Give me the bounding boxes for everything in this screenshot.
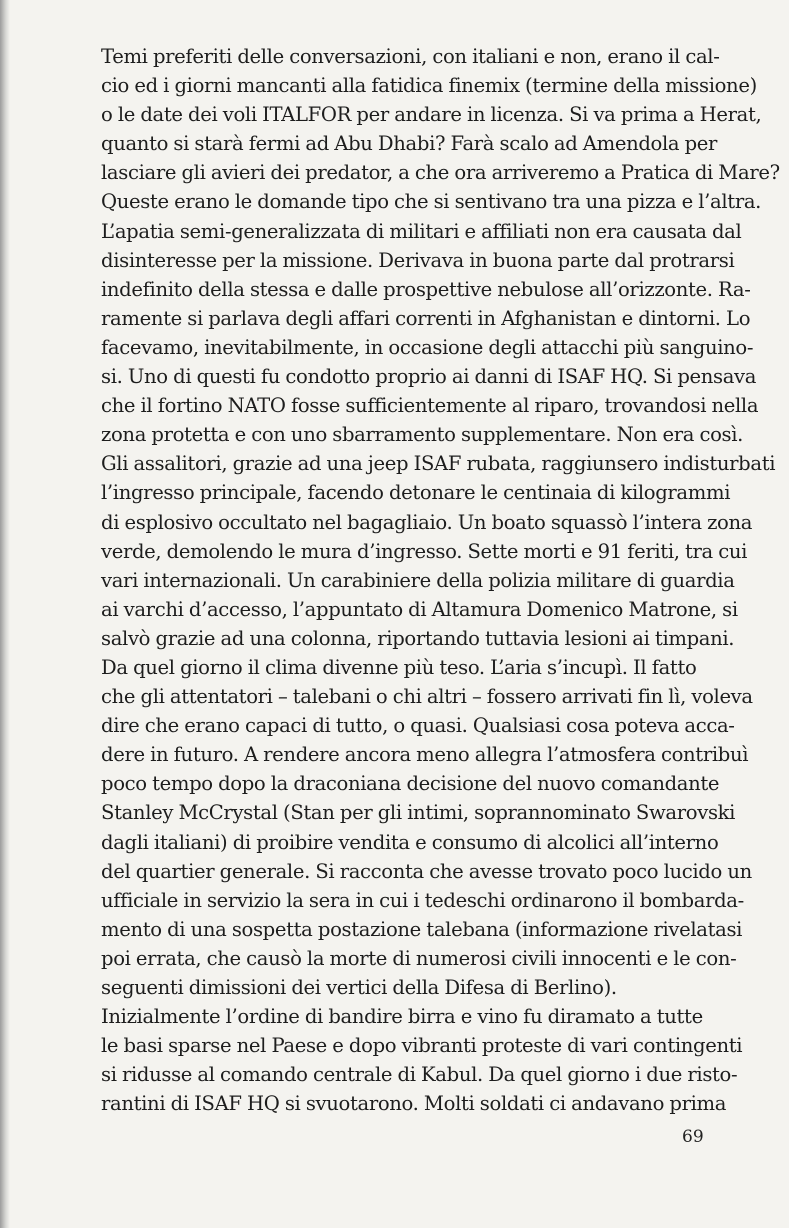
text-line: quanto si starà fermi ad Abu Dhabi? Farà scalo ad Amendola per	[101, 132, 718, 156]
text-line: o le date dei voli ITALFOR per andare in licenza. Si va prima a Herat,	[101, 103, 762, 127]
text-line: lasciare gli avieri dei predator, a che ora arriveremo a Pratica di Mare?	[101, 161, 780, 185]
text-line: Queste erano le domande tipo che si sentivano tra una pizza e l’altra.	[101, 190, 762, 214]
paragraph-3	[67, 1002, 743, 1118]
text-line: ramente si parlava degli affari correnti in Afghanistan e dintorni. Lo	[101, 306, 751, 330]
text-line: rantini di ISAF HQ si svuotarono. Molti soldati ci andavano prima	[101, 1092, 727, 1116]
text-line: vari internazionali. Un carabiniere della polizia militare di guardia	[101, 568, 735, 592]
text-line: facevamo, inevitabilmente, in occasione degli attacchi più sanguino-	[101, 335, 754, 359]
text-line: dire che erano capaci di tutto, o quasi. Qualsiasi cosa poteva acca-	[101, 714, 735, 738]
text-line: di esplosivo occultato nel bagagliaio. Un boato squassò l’intera zona	[101, 510, 753, 534]
text-line: zona protetta e con uno sbarramento supplementare. Non era così.	[101, 423, 744, 447]
text-line: Da quel giorno il clima divenne più teso. L’aria s’incupì. Il fatto	[101, 655, 697, 679]
text-line: che il fortino NATO fosse sufficientemente al riparo, trovandosi nella	[101, 394, 759, 418]
text-line: le basi sparse nel Paese e dopo vibranti proteste di vari contingenti	[101, 1034, 743, 1058]
paragraph-2	[67, 653, 753, 1002]
text-line: verde, demolendo le mura d’ingresso. Sette morti e 91 feriti, tra cui	[101, 539, 748, 563]
text-line: che gli attentatori – talebani o chi altri – fossero arrivati fin lì, voleva	[101, 685, 753, 709]
text-line: Inizialmente l’ordine di bandire birra e vino fu diramato a tutte	[101, 1005, 703, 1029]
text-line: Gli assalitori, grazie ad una jeep ISAF rubata, raggiunsero indisturbati	[101, 452, 776, 476]
text-line: indefinito della stessa e dalle prospettive nebulose all’orizzonte. Ra-	[101, 277, 751, 301]
text-line: del quartier generale. Si racconta che avesse trovato poco lucido un	[101, 859, 752, 883]
text-line: cio ed i giorni mancanti alla fatidica finemix (termine della missione)	[101, 74, 757, 98]
text-line: L’apatia semi-generalizzata di militari e affiliati non era causata dal	[101, 219, 742, 243]
text-line: si ridusse al comando centrale di Kabul. Da quel giorno i due risto-	[101, 1063, 738, 1087]
text-line: mento di una sospetta postazione talebana (informazione rivelatasi	[101, 917, 743, 941]
text-line: ai varchi d’accesso, l’appuntato di Altamura Domenico Matrone, si	[101, 597, 738, 621]
page-binding-shadow	[0, 0, 10, 1228]
text-line: dagli italiani) di proibire vendita e consumo di alcolici all’interno	[101, 830, 719, 854]
text-line: seguenti dimissioni dei vertici della Difesa di Berlino).	[101, 976, 617, 999]
page-number: 69	[682, 1127, 704, 1147]
text-line: Stanley McCrystal (Stan per gli intimi, soprannominato Swarovski	[101, 801, 736, 825]
text-line: l’ingresso principale, facendo detonare le centinaia di kilogrammi	[101, 481, 731, 505]
body-text	[67, 42, 780, 1118]
text-line: Temi preferiti delle conversazioni, con italiani e non, erano il cal-	[101, 45, 720, 68]
text-line: disinteresse per la missione. Derivava in buona parte dal protrarsi	[101, 248, 735, 272]
text-line: ufficiale in servizio la sera in cui i tedeschi ordinarono il bombarda-	[101, 888, 744, 912]
text-line: dere in futuro. A rendere ancora meno allegra l’atmosfera contribuì	[101, 743, 749, 767]
text-line: poco tempo dopo la draconiana decisione del nuovo comandante	[101, 772, 720, 796]
text-line: si. Uno di questi fu condotto proprio ai danni di ISAF HQ. Si pensava	[101, 365, 757, 389]
text-line: salvò grazie ad una colonna, riportando tuttavia lesioni ai timpani.	[101, 626, 735, 650]
text-line: poi errata, che causò la morte di numerosi civili innocenti e le con-	[101, 946, 737, 970]
paragraph-1	[67, 42, 780, 653]
